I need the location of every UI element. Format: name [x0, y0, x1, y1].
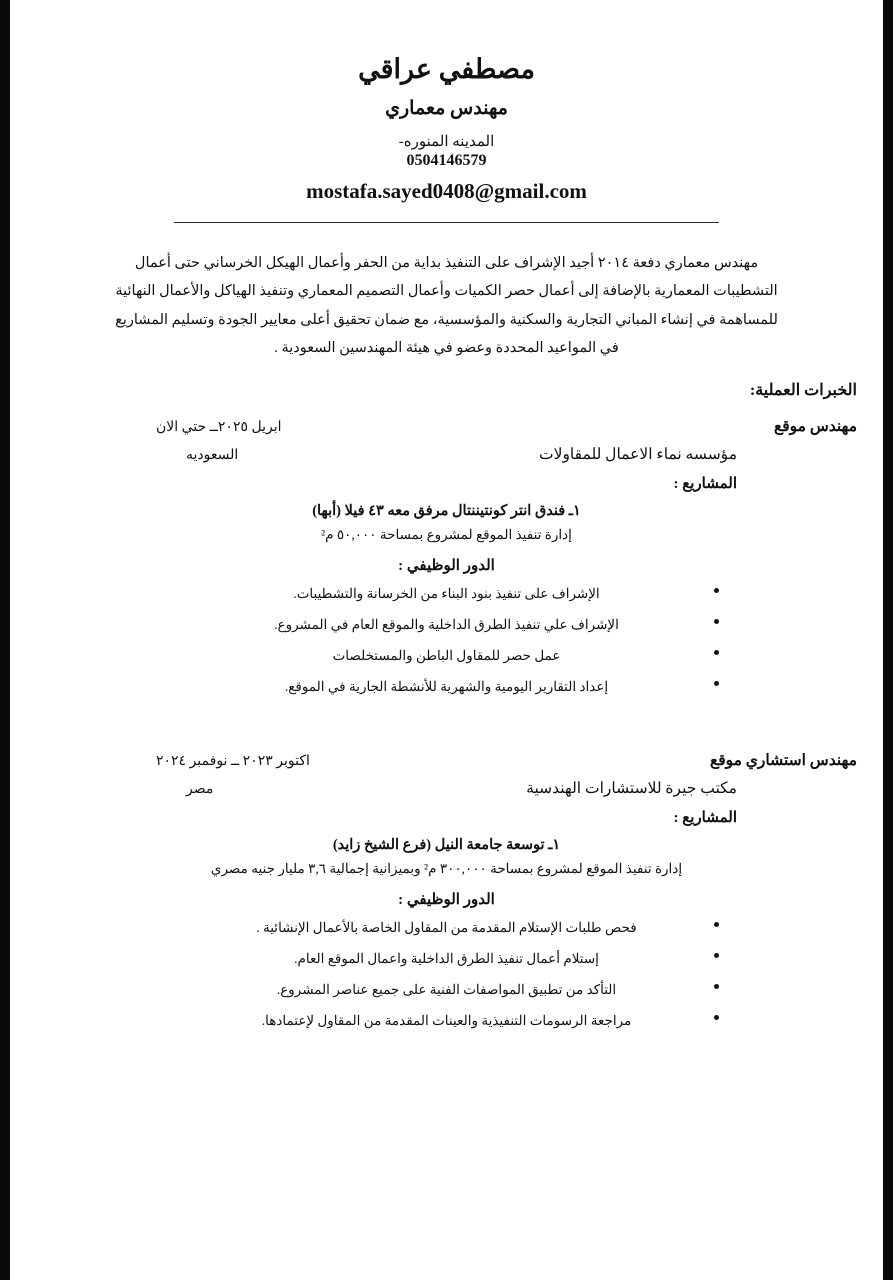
- duty-item: [36, 980, 857, 1001]
- duty-item: [36, 1011, 857, 1032]
- job-title: مهندس استشاري موقع: [709, 751, 857, 769]
- bullet-icon: [714, 922, 719, 927]
- bullet-icon: [714, 681, 719, 686]
- resume-header: [36, 54, 857, 204]
- duty-text: الإشراف على تنفيذ بنود البناء من الخرسانة والتشطيبات.: [293, 586, 600, 602]
- professional-summary: مهندس معماري دفعة ٢٠١٤ أجيد الإشراف على التنفيذ بداية من الحفر وأعمال الهيكل الخرساني حتى أعمال التشطيبات المعمارية بالإضافة إلى أعمال حصر الكميات وأعمال التصميم المعماري وتنفيذ الهياكل والأعمال النهائية للمساهمة في إنشاء المباني التجارية والسكنية والمؤسسية، مع ضمان تحقيق أعلى معايير الجودة وتسليم المشاريع في المواعيد المحددة وعضو في هيئة المهندسين السعودية .: [115, 255, 778, 356]
- experience-entry: [36, 417, 857, 698]
- duties-list: [36, 584, 857, 698]
- duty-item: [36, 615, 857, 636]
- job-organization: مكتب جيرة للاستشارات الهندسية: [526, 779, 737, 797]
- bullet-icon: [714, 588, 719, 593]
- role-label: الدور الوظيفي :: [398, 891, 495, 908]
- job-header-row: [36, 417, 857, 436]
- projects-label: المشاريع :: [673, 476, 737, 493]
- candidate-city: المدينه المنوره-: [398, 134, 495, 150]
- job-organization: مؤسسه نماء الاعمال للمقاولات: [539, 446, 737, 464]
- job-org-row: [36, 779, 857, 798]
- role-label: الدور الوظيفي :: [398, 558, 495, 575]
- resume-sheet: [0, 54, 893, 1031]
- duty-text: فحص طلبات الإستلام المقدمة من المقاول الخاصة بالأعمال الإنشائية .: [256, 919, 637, 935]
- bullet-icon: [714, 953, 719, 958]
- header-divider: [174, 222, 719, 223]
- duty-item: [36, 918, 857, 939]
- duty-item: [36, 584, 857, 605]
- duties-list: [36, 918, 857, 1032]
- bullet-icon: [714, 1015, 719, 1020]
- job-country: السعوديه: [186, 448, 239, 464]
- candidate-email: mostafa.sayed0408@gmail.com: [306, 179, 587, 203]
- duty-text: إعداد التقارير اليومية والشهرية للأنشطة الجارية في الموقع.: [284, 678, 609, 694]
- project-description: إدارة تنفيذ الموقع لمشروع بمساحة ٣٠٠,٠٠٠ م² وبميزانية إجمالية ٣,٦ مليار جنيه مصري: [210, 860, 683, 876]
- project-item: [36, 503, 857, 543]
- job-dates: ابريل ٢٠٢٥ــ حتي الان: [156, 420, 282, 436]
- duty-text: الإشراف علي تنفيذ الطرق الداخلية والموقع العام في المشروع.: [274, 616, 619, 632]
- candidate-phone: 0504146579: [406, 152, 487, 169]
- duty-item: [36, 949, 857, 970]
- job-title: مهندس موقع: [773, 418, 857, 436]
- job-dates: اكتوبر ٢٠٢٣ ــ نوفمبر ٢٠٢٤: [156, 753, 310, 769]
- project-item: [36, 837, 857, 877]
- project-title: ١ـ فندق انتر كونتيننتال مرفق معه ٤٣ فيلا (أبها): [312, 503, 581, 520]
- section-spacer: [36, 708, 857, 734]
- duty-text: إستلام أعمال تنفيذ الطرق الداخلية واعمال الموقع العام.: [294, 950, 599, 966]
- project-description: إدارة تنفيذ الموقع لمشروع بمساحة ٥٠,٠٠٠ م²: [321, 527, 572, 543]
- duty-item: [36, 646, 857, 667]
- job-country: مصر: [186, 781, 214, 797]
- duty-item: [36, 677, 857, 698]
- experience-entry: [36, 751, 857, 1032]
- candidate-name: مصطفي عراقي: [358, 54, 535, 84]
- section-title-experience: الخبرات العملية:: [749, 382, 857, 400]
- duty-text: عمل حصر للمقاول الباطن والمستخلصات: [332, 647, 561, 663]
- bullet-icon: [714, 984, 719, 989]
- job-header-row: [36, 751, 857, 770]
- projects-label: المشاريع :: [673, 809, 737, 826]
- bullet-icon: [714, 619, 719, 624]
- project-title: ١ـ توسعة جامعة النيل (فرع الشيخ زايد): [332, 836, 561, 853]
- duty-text: مراجعة الرسومات التنفيذية والعينات المقدمة من المقاول لإعتمادها.: [261, 1012, 632, 1028]
- bullet-icon: [714, 650, 719, 655]
- job-org-row: [36, 445, 857, 464]
- candidate-role: مهندس معماري: [385, 98, 508, 119]
- duty-text: التأكد من تطبيق المواصفات الفنية على جميع عناصر المشروع.: [276, 981, 617, 997]
